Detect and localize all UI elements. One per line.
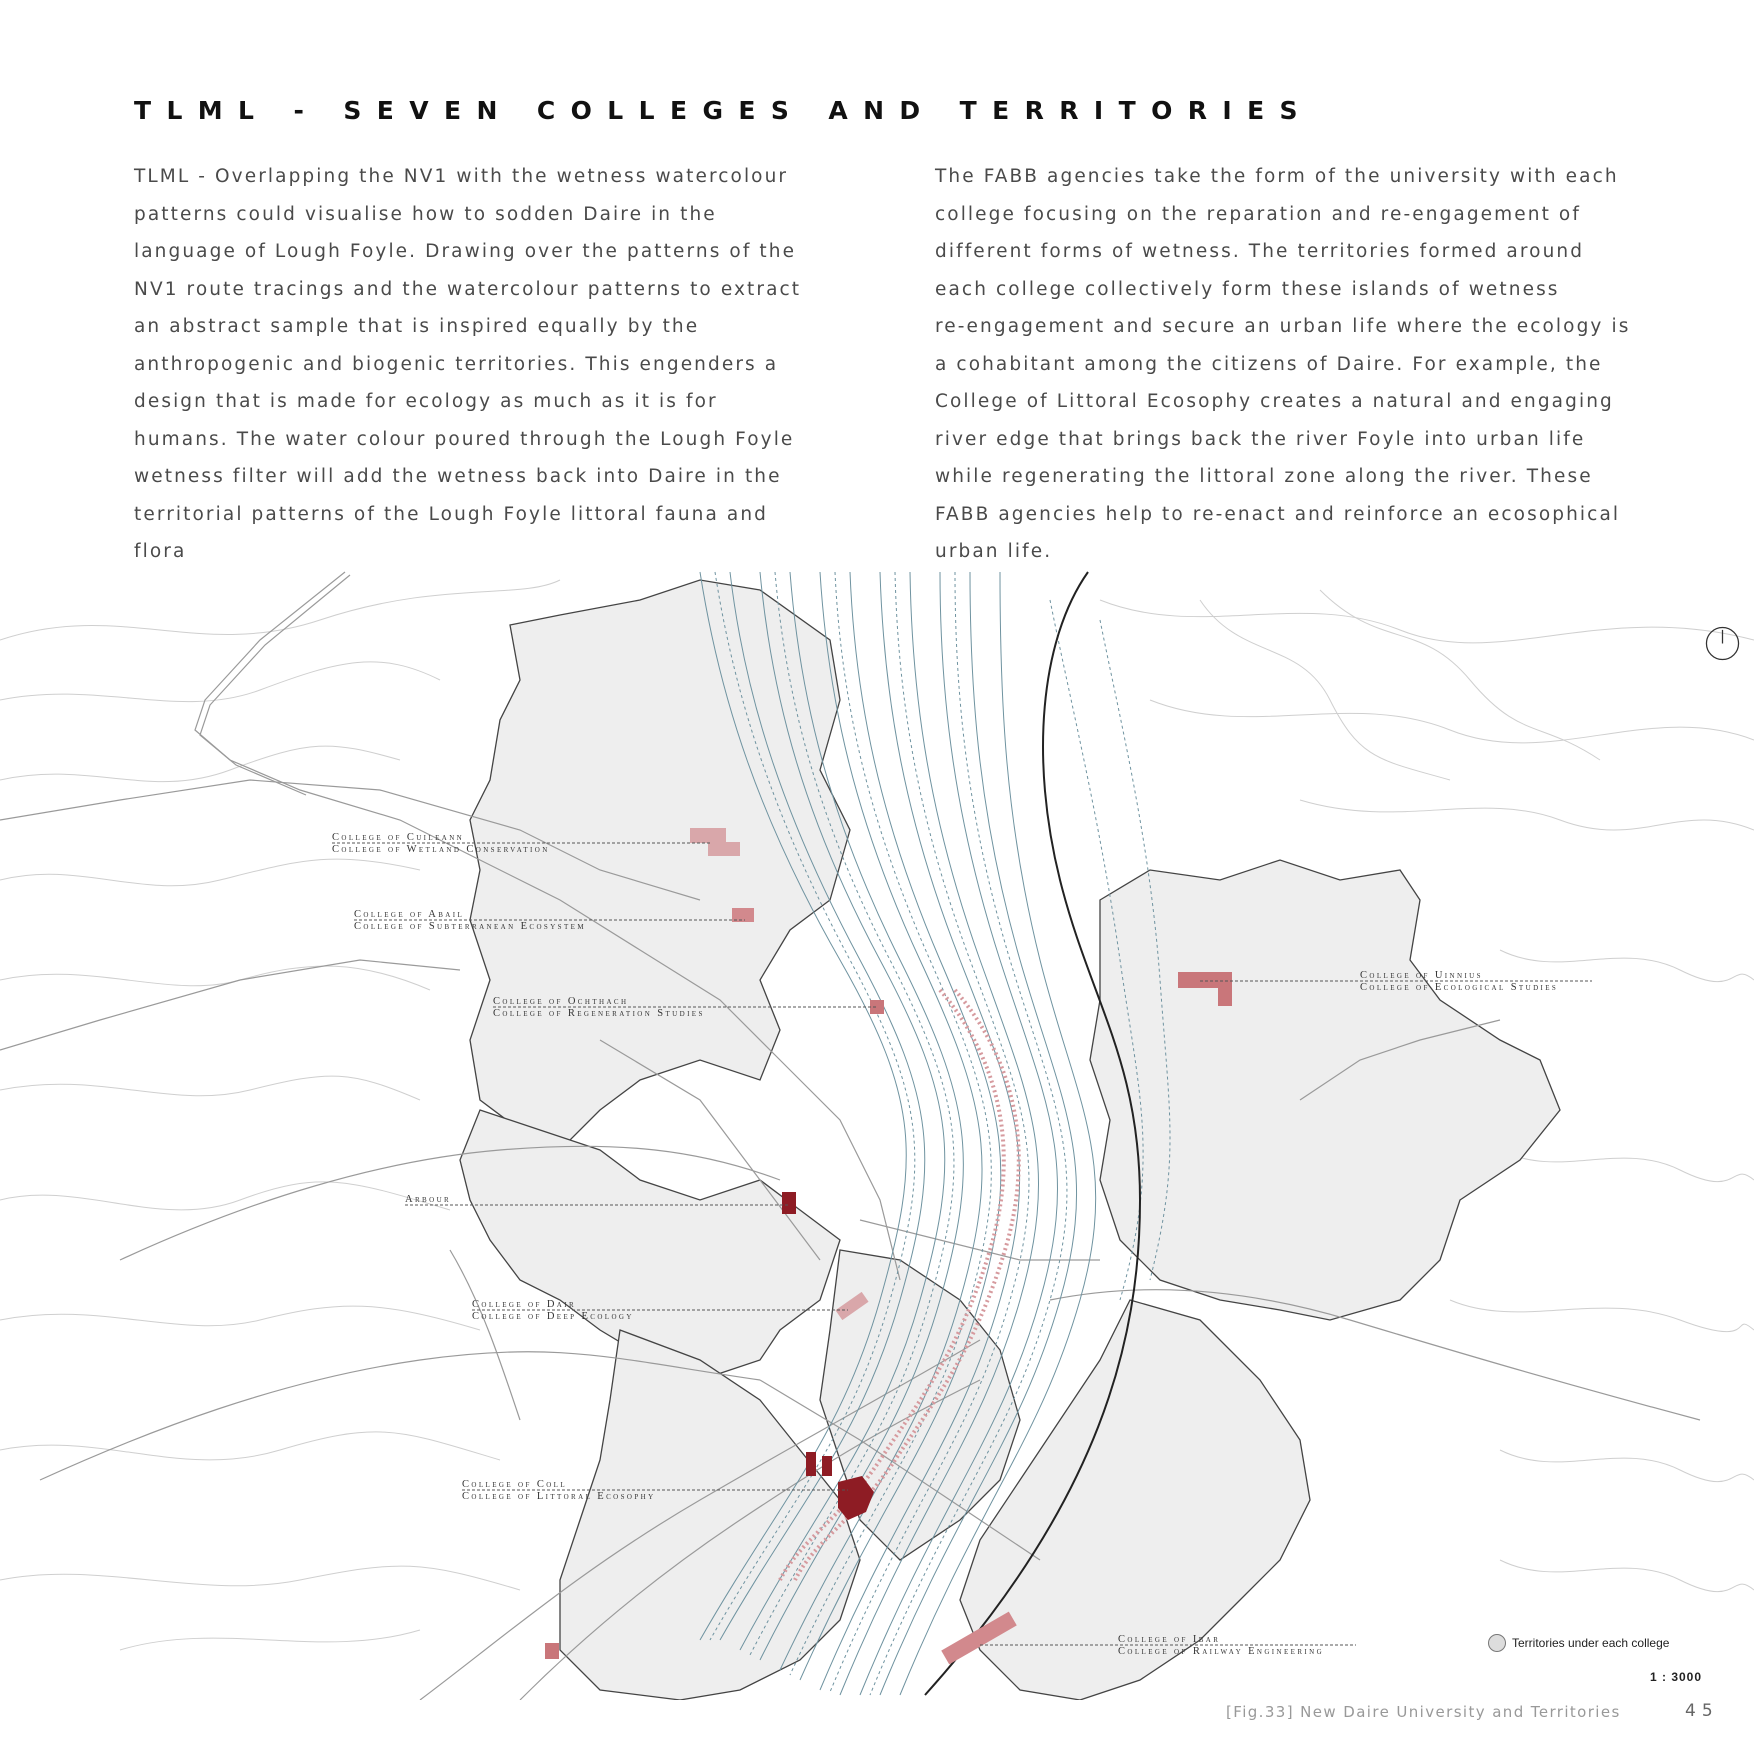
label-coll-2: College of Littoral Ecosophy	[462, 1491, 656, 1502]
paragraph-line: river edge that brings back the river Foyle into urban life	[935, 428, 1586, 450]
paragraph-line: an abstract sample that is inspired equally by the	[134, 316, 700, 337]
label-ochthach-2: College of Regeneration Studies	[493, 1008, 705, 1019]
legend-territory-icon	[1488, 1634, 1506, 1652]
paragraph-line: humans. The water colour poured through the Lough Foyle	[134, 428, 795, 450]
paragraph-line: TLML - Overlapping the NV1 with the wetness watercolour	[134, 166, 789, 187]
paragraph-line: each college collectively form these islands of wetness	[935, 278, 1560, 300]
map-scale: 1 : 3000	[1650, 1670, 1703, 1684]
paragraph-line: college focusing on the reparation and re-engagement of	[935, 203, 1581, 225]
label-uinnius-2: College of Ecological Studies	[1360, 982, 1559, 993]
label-cuileann-2: College of Wetland Conservation	[332, 844, 550, 855]
label-dair-1: College of Dair	[472, 1299, 577, 1310]
paragraph-line: re-engagement and secure an urban life where the ecology is	[935, 316, 1631, 337]
paragraph-line: language of Lough Foyle. Drawing over the patterns of the	[134, 241, 797, 262]
label-ibar-2: College of Railway Engineering	[1118, 1646, 1325, 1657]
legend-label: Territories under each college	[1512, 1636, 1670, 1650]
paragraph-line: while regenerating the littoral zone along the river. These	[935, 466, 1593, 487]
college-site-arbour	[782, 1192, 796, 1214]
college-site-cuileann-annex	[708, 842, 740, 856]
label-abail-1: College of Abail	[354, 909, 465, 920]
page-number: 45	[1685, 1701, 1719, 1721]
territory-map	[0, 570, 1754, 1700]
paragraph-line: flora	[134, 541, 187, 562]
territory-fills	[460, 580, 1560, 1700]
paragraph-line: a cohabitant among the citizens of Daire. For example, the	[935, 353, 1603, 375]
paragraph-line: different forms of wetness. The territories formed around	[935, 241, 1585, 262]
college-site-southwest	[545, 1643, 559, 1659]
college-site-cuileann	[690, 828, 726, 843]
paragraph-line: NV1 route tracings and the watercolour patterns to extract	[134, 278, 802, 300]
college-site-coll-b	[822, 1456, 832, 1476]
college-site-ochthach	[870, 1000, 884, 1014]
label-uinnius-1: College of Uinnius	[1360, 970, 1483, 981]
paragraph-line: wetness filter will add the wetness back into Daire in the	[134, 466, 782, 487]
paragraph-line: The FABB agencies take the form of the university with each	[935, 166, 1619, 187]
paragraph-line: patterns could visualise how to sodden Daire in the	[134, 203, 717, 225]
figure-caption: [Fig.33] New Daire University and Territories	[1226, 1703, 1621, 1721]
paragraph-line: anthropogenic and biogenic territories. This engenders a	[134, 353, 779, 375]
paragraph-line: College of Littoral Ecosophy creates a natural and engaging	[935, 391, 1614, 412]
label-abail-2: College of Subterranean Ecosystem	[354, 921, 586, 932]
college-site-coll-a	[806, 1452, 816, 1476]
paragraph-right	[935, 158, 1695, 571]
page-title: TLML - SEVEN COLLEGES AND TERRITORIES	[134, 96, 1313, 125]
paragraph-line: FABB agencies help to re-enact and reinforce an ecosophical	[935, 503, 1621, 525]
paragraph-line: territorial patterns of the Lough Foyle littoral fauna and	[134, 503, 769, 525]
paragraph-left	[134, 158, 894, 571]
label-ibar-1: College of Ibar	[1118, 1634, 1221, 1645]
label-cuileann-1: College of Cuileann	[332, 832, 465, 843]
paragraph-line: design that is made for ecology as much as it is for	[134, 391, 718, 412]
north-arrow-icon	[1705, 626, 1740, 661]
label-arbour: Arbour	[405, 1194, 452, 1205]
label-ochthach-1: College of Ochthach	[493, 996, 629, 1007]
label-dair-2: College of Deep Ecology	[472, 1311, 634, 1322]
label-coll-1: College of Coll	[462, 1479, 568, 1490]
paragraph-line: urban life.	[935, 541, 1053, 562]
